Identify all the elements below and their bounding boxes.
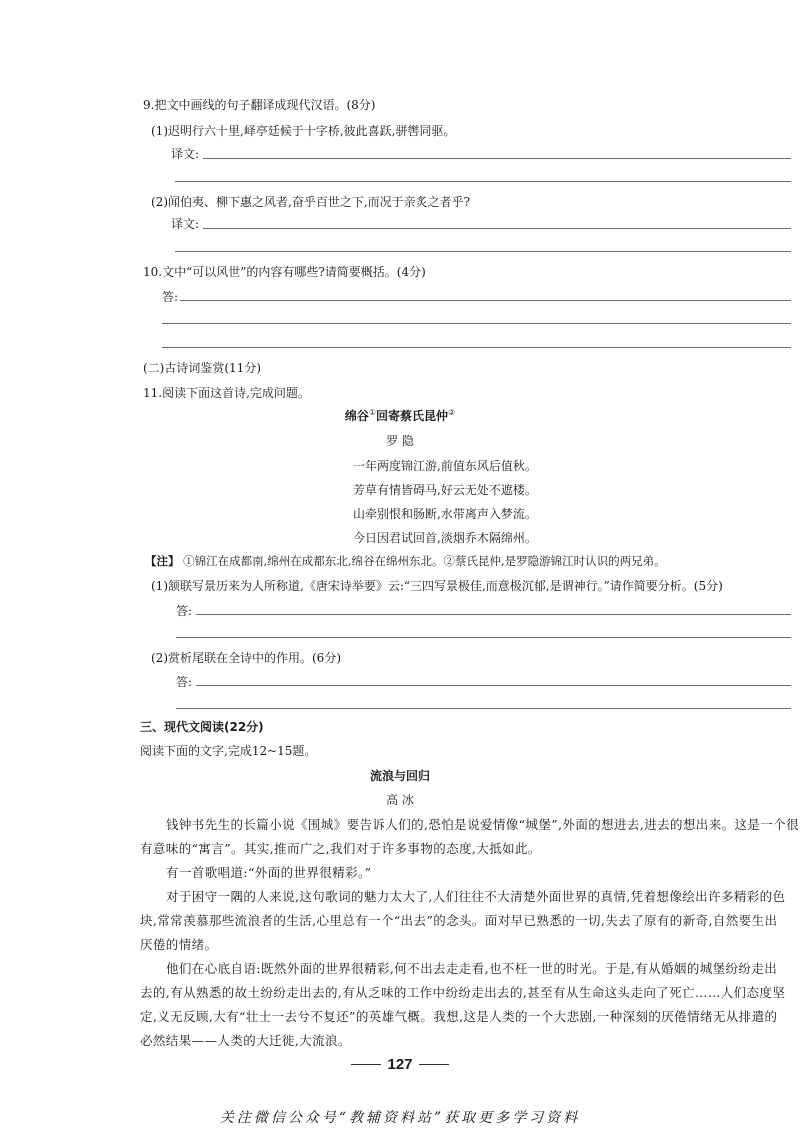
q10-stem: 10.文中“可以风世”的内容有哪些?请简要概括。(4分)	[143, 265, 426, 279]
poem-line: 一年两度锦江游,前值东风后值秋。	[353, 459, 537, 473]
q9-part1: (1)迟明行六十里,峄亭廷候于十字桥,彼此喜跃,骈辔同驱。	[151, 124, 456, 138]
paragraph-line: 去的,有从熟悉的故土纷纷走出去的,有从乏味的工作中纷纷走出去的,甚至有从生命这头走向了死亡……人们态度坚	[140, 985, 786, 1000]
paragraph-line: 钱钟书先生的长篇小说《围城》要告诉人们的,恐怕是说爱情像“城堡”,外面的想进去,进去的想出来。这是一个很	[166, 817, 800, 832]
q11-stem: 11.阅读下面这首诗,完成问题。	[143, 386, 310, 400]
poet-name: 罗 隐	[386, 434, 414, 448]
answer-line[interactable]	[180, 300, 791, 301]
paragraph-line: 有意味的“寓言”。其实,推而广之,我们对于许多事物的态度,大抵如此。	[140, 841, 541, 856]
q9-part2: (2)闻伯夷、柳下惠之风者,奋乎百世之下,而况于亲炙之者乎?	[151, 195, 471, 209]
answer-line[interactable]	[176, 708, 791, 709]
paragraph-line: 有一首歌唱道:“外面的世界很精彩。”	[166, 865, 372, 880]
q11-answer-label-2: 答:	[176, 675, 193, 689]
reading-instruction: 阅读下面的文字,完成12~15题。	[140, 744, 317, 758]
section-heading-modern: 三、现代文阅读(22分)	[140, 720, 264, 734]
paragraph-line: 必然结果——人类的大迁徙,大流浪。	[140, 1033, 351, 1048]
poem-line: 今日因君试回首,淡烟乔木隔绵州。	[353, 531, 537, 545]
note-text: ①锦江在成都南,绵州在成都东北,绵谷在绵州东北。②蔡氏昆仲,是罗隐游锦江时认识的两兄弟。	[183, 554, 666, 568]
footer-promo: 关注微信公众号“教辅资料站”获取更多学习资料	[219, 1110, 581, 1126]
q11-sub1: (1)颔联写景历来为人所称道,《唐宋诗举要》云:“三四写景极佳,而意极沉郁,是谓神行。”请作简要分析。(5分)	[151, 579, 723, 593]
paragraph-line: 定,义无反顾,大有“壮士一去兮不复还”的英雄气概。我想,这是人类的一个大悲剧,一种深刻的厌倦情绪无从排遣的	[140, 1009, 778, 1024]
note-tag: 【注】	[145, 554, 180, 568]
answer-line[interactable]	[175, 181, 791, 182]
paragraph-line: 对于困守一隅的人来说,这句歌词的魅力太大了,人们往往不大清楚外面世界的真情,凭着想像绘出许多精彩的色	[166, 889, 786, 904]
q11-answer-label-1: 答:	[176, 604, 193, 618]
answer-line[interactable]	[203, 158, 791, 159]
paragraph-line: 他们在心底自语:既然外面的世界很精彩,何不出去走走看,也不枉一世的时光。于是,有从婚姻的城堡纷纷走出	[166, 961, 778, 976]
poem-line: 芳草有情皆碍马,好云无处不遮楼。	[353, 483, 537, 497]
q11-sub2: (2)赏析尾联在全诗中的作用。(6分)	[151, 651, 341, 665]
page-number: 127	[0, 1054, 800, 1073]
page-number-dash-right	[419, 1064, 449, 1065]
answer-line[interactable]	[162, 347, 791, 348]
answer-line[interactable]	[203, 228, 791, 229]
poem-line: 山牵别恨和肠断,水带离声入梦流。	[353, 507, 537, 521]
article-title: 流浪与回归	[369, 769, 430, 783]
answer-line[interactable]	[176, 637, 791, 638]
paragraph-line: 厌倦的情绪。	[140, 937, 218, 952]
q9-stem: 9.把文中画线的句子翻译成现代汉语。(8分)	[143, 98, 376, 112]
paragraph-line: 块,常常羡慕那些流浪者的生活,心里总有一个“出去”的念头。面对早已熟悉的一切,失去了原有的新奇,自然要生出	[140, 913, 778, 928]
answer-line[interactable]	[196, 614, 791, 615]
answer-line[interactable]	[196, 685, 791, 686]
poem-note	[145, 553, 666, 569]
answer-line[interactable]	[175, 251, 791, 252]
article-author: 高 冰	[386, 793, 414, 807]
q10-answer-label: 答:	[162, 290, 179, 304]
page-number-dash-left	[351, 1064, 381, 1065]
q9-answer-label-2: 译文:	[171, 217, 200, 231]
q9-answer-label-1: 译文:	[171, 147, 200, 161]
answer-line[interactable]	[162, 323, 791, 324]
section-heading-poem: (二)古诗词鉴赏(11分)	[143, 361, 261, 375]
poem-title: 绵谷①回寄蔡氏昆仲②	[344, 408, 456, 423]
